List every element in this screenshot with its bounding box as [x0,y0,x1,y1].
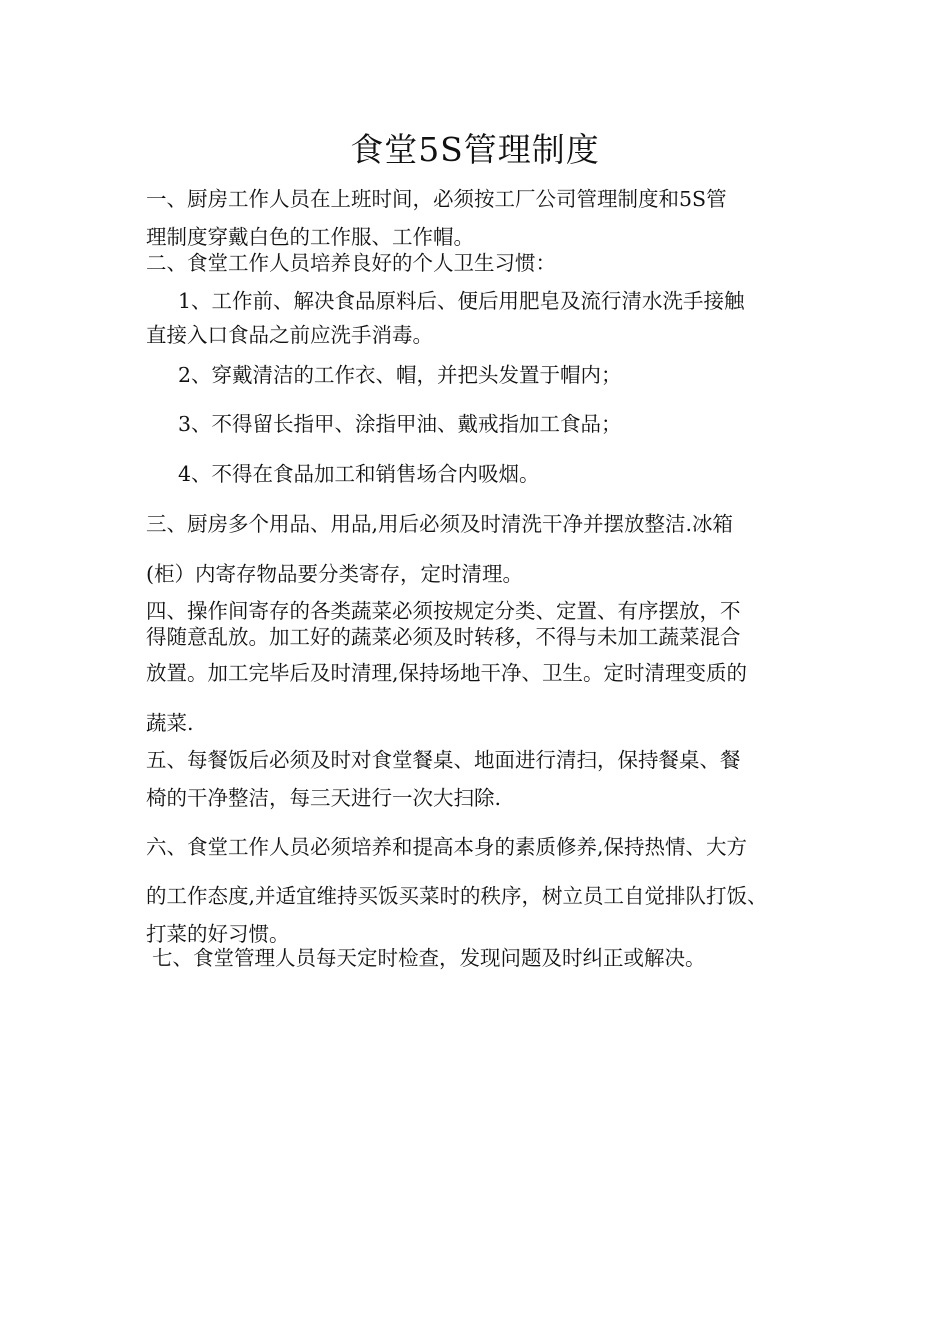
rule-2-item-1-line-2: 直接入口食品之前应洗手消毒。 [146,323,433,347]
rule-1-line-1: 一、厨房工作人员在上班时间，必须按工厂公司管理制度和5S管 [146,187,727,211]
rule-4-line-4: 蔬菜. [146,711,194,735]
rule-4-line-1: 四、操作间寄存的各类蔬菜必须按规定分类、定置、有序摆放，不 [146,599,741,623]
rule-6-line-2: 的工作态度,并适宜维持买饭买菜时的秩序，树立员工自觉排队打饭、 [146,884,768,908]
rule-5-line-2: 椅的干净整洁，每三天进行一次大扫除. [146,786,502,810]
rule-6-line-3: 打菜的好习惯。 [146,922,290,946]
rule-1-line-2: 理制度穿戴白色的工作服、工作帽。 [146,225,474,249]
rule-3-line-1: 三、厨房多个用品、用品,用后必须及时清洗干净并摆放整洁.冰箱 [146,512,734,536]
rule-6-line-1: 六、食堂工作人员必须培养和提高本身的素质修养,保持热情、大方 [146,835,748,859]
rule-7-line-1: 七、食堂管理人员每天定时检查，发现问题及时纠正或解决。 [152,946,706,970]
rule-2-item-3: 3、不得留长指甲、涂指甲油、戴戒指加工食品； [178,412,622,436]
rule-5-line-1: 五、每餐饭后必须及时对食堂餐桌、地面进行清扫，保持餐桌、餐 [146,748,741,772]
rule-2-item-4: 4、不得在食品加工和销售场合内吸烟。 [178,462,540,486]
rule-4-line-3: 放置。加工完毕后及时清理,保持场地干净、卫生。定时清理变质的 [146,661,748,685]
rule-3-line-2: (柜）内寄存物品要分类寄存，定时清理。 [146,562,523,586]
rule-2-heading: 二、食堂工作人员培养良好的个人卫生习惯： [146,251,556,275]
rule-4-line-2: 得随意乱放。加工好的蔬菜必须及时转移，不得与未加工蔬菜混合 [146,625,741,649]
document-title: 食堂5S管理制度 [350,130,600,169]
rule-2-item-2: 2、穿戴清洁的工作衣、帽，并把头发置于帽内； [178,363,622,387]
rule-2-item-1-line-1: 1、工作前、解决食品原料后、便后用肥皂及流行清水洗手接触 [178,289,745,313]
